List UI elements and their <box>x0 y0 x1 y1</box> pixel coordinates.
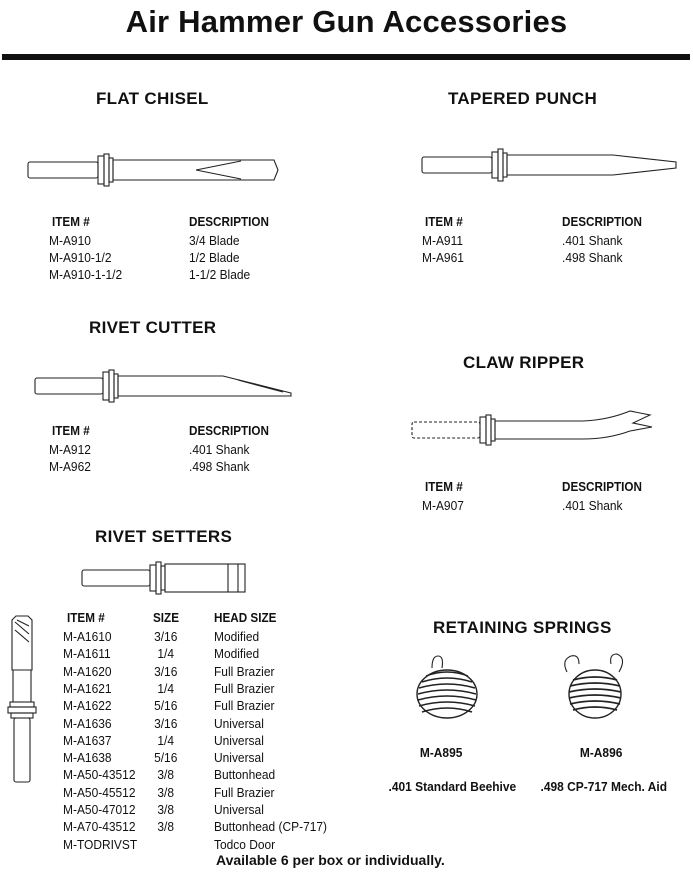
table-row-item: M-A1636 <box>63 715 112 731</box>
table-row-size: 3/16 <box>154 663 178 679</box>
table-row-item: M-A911 <box>422 233 463 248</box>
table-row-size: 3/8 <box>157 767 175 783</box>
table-row-size: 3/16 <box>154 629 178 644</box>
table-row-head: Modified <box>214 646 260 662</box>
table-row-head: Modified <box>214 629 260 644</box>
table-row-desc: .498 Shank <box>562 250 623 265</box>
tapered-punch-title: TAPERED PUNCH <box>448 89 598 108</box>
table-row-desc: .401 Shank <box>562 498 623 513</box>
table-row-desc: .401 Shank <box>562 233 623 248</box>
table-row-item: M-A910-1/2 <box>49 250 112 265</box>
table-row-head: Todco Door <box>214 836 276 852</box>
spring-item-mech-aid: M-A896 <box>579 745 623 760</box>
table-row-head: Full Brazier <box>214 680 275 696</box>
claw-ripper-item-header: ITEM # <box>425 479 463 494</box>
rivet-cutter-title: RIVET CUTTER <box>89 318 217 337</box>
flat-chisel-image <box>26 150 286 190</box>
spring-desc-beehive: .401 Standard Beehive <box>388 779 517 794</box>
table-row-item: M-A912 <box>49 442 91 457</box>
table-row-size: 1/4 <box>157 646 175 662</box>
rivet-cutter-item-header: ITEM # <box>52 423 90 438</box>
availability-note: Available 6 per box or individually. <box>216 852 445 868</box>
table-row-size: 5/16 <box>154 698 178 714</box>
table-row-size: 3/8 <box>157 819 175 835</box>
table-row-item: M-A50-45512 <box>63 784 136 800</box>
table-row-head: Universal <box>214 715 264 731</box>
table-row-size: 5/16 <box>154 750 178 766</box>
table-row-size: 1/4 <box>157 732 175 748</box>
mech-aid-spring-image <box>557 650 637 726</box>
rivet-setter-image <box>78 556 258 600</box>
table-row-item: M-A1620 <box>63 663 112 679</box>
flat-chisel-description-header: DESCRIPTION <box>189 214 269 229</box>
table-row-desc: .401 Shank <box>189 442 250 457</box>
rivet-setters-item-header: ITEM # <box>67 610 105 625</box>
tapered-punch-image <box>418 145 688 185</box>
table-row-size: 1/4 <box>157 680 175 696</box>
table-row-item: M-A1638 <box>63 750 112 766</box>
title-divider <box>2 54 690 60</box>
table-row-size: 3/16 <box>154 715 178 731</box>
rivet-setter-vertical-image <box>6 614 40 786</box>
table-row-item: M-A1621 <box>63 680 112 696</box>
table-row-desc: .498 Shank <box>189 459 250 474</box>
spring-desc-mech-aid: .498 CP-717 Mech. Aid <box>540 779 668 794</box>
flat-chisel-item-header: ITEM # <box>52 214 90 229</box>
claw-ripper-title: CLAW RIPPER <box>463 353 585 372</box>
table-row-item: M-A907 <box>422 498 464 513</box>
table-row-head: Universal <box>214 750 264 766</box>
table-row-size: 3/8 <box>157 802 175 817</box>
claw-ripper-description-header: DESCRIPTION <box>562 479 642 494</box>
table-row-item: M-A1611 <box>63 646 111 662</box>
rivet-cutter-image <box>33 366 303 406</box>
table-row-item: M-A1610 <box>63 629 112 644</box>
table-row-item: M-A70-43512 <box>63 819 136 835</box>
table-row-item: M-TODRIVST <box>63 836 138 852</box>
claw-ripper-image <box>408 405 668 455</box>
table-row-desc: 1-1/2 Blade <box>189 267 251 282</box>
flat-chisel-title: FLAT CHISEL <box>96 89 209 108</box>
table-row-item: M-A50-47012 <box>63 802 136 817</box>
table-row-size: 3/8 <box>157 784 175 800</box>
table-row-head: Full Brazier <box>214 698 275 714</box>
table-row-head: Full Brazier <box>214 663 275 679</box>
spring-item-beehive: M-A895 <box>419 745 463 760</box>
table-row-item: M-A962 <box>49 459 91 474</box>
table-row-desc: 3/4 Blade <box>189 233 240 248</box>
table-row-item: M-A1637 <box>63 732 112 748</box>
tapered-punch-description-header: DESCRIPTION <box>562 214 642 229</box>
rivet-setters-head-size-header: HEAD SIZE <box>214 610 277 625</box>
page-title: Air Hammer Gun Accessories <box>125 4 568 39</box>
retaining-springs-title: RETAINING SPRINGS <box>433 618 612 637</box>
rivet-cutter-description-header: DESCRIPTION <box>189 423 269 438</box>
table-row-item: M-A961 <box>422 250 464 265</box>
tapered-punch-item-header: ITEM # <box>425 214 463 229</box>
table-row-head: Buttonhead (CP-717) <box>214 819 328 835</box>
table-row-item: M-A910-1-1/2 <box>49 267 123 282</box>
table-row-head: Universal <box>214 732 264 748</box>
rivet-setters-size-header: SIZE <box>153 610 180 625</box>
table-row-head: Full Brazier <box>214 784 275 800</box>
table-row-head: Universal <box>214 802 264 817</box>
rivet-setters-table <box>63 628 363 858</box>
beehive-spring-image <box>408 652 486 724</box>
table-row-item: M-A1622 <box>63 698 112 714</box>
table-row-desc: 1/2 Blade <box>189 250 240 265</box>
table-row-item: M-A50-43512 <box>63 767 136 783</box>
rivet-setters-title: RIVET SETTERS <box>95 527 233 546</box>
table-row-head: Buttonhead <box>214 767 276 783</box>
table-row-item: M-A910 <box>49 233 91 248</box>
